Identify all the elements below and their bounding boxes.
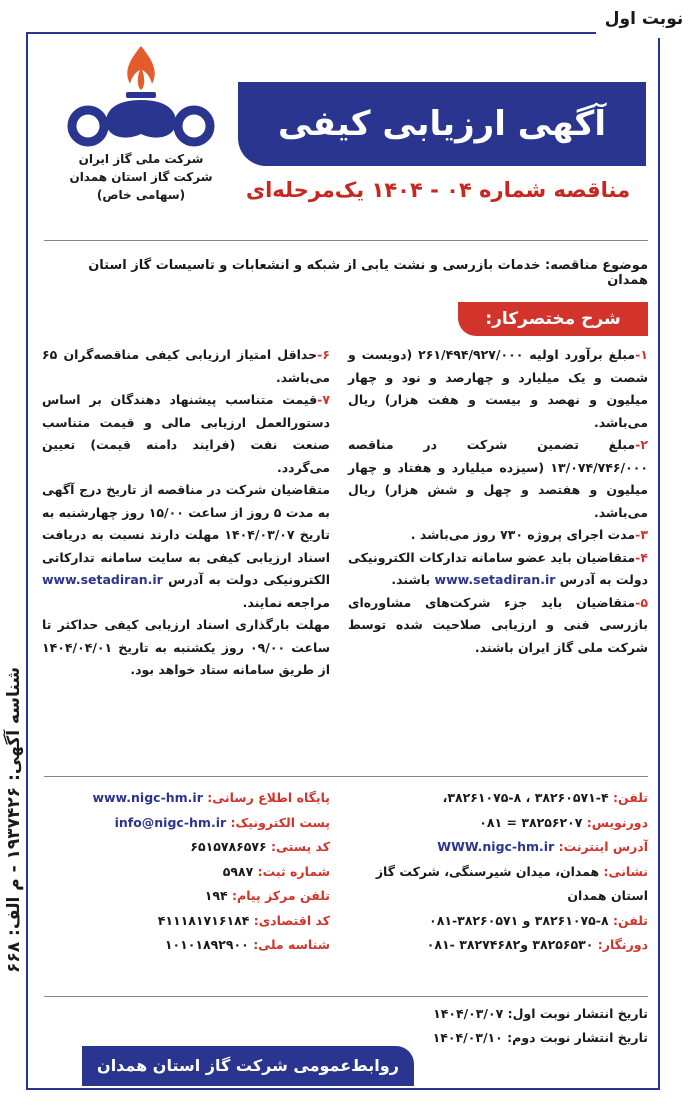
contact-row: آدرس اینترنت: WWW.nigc-hm.ir: [437, 839, 648, 854]
contact-row: دورنگار: ۳۸۲۵۶۵۳۰ و۳۸۲۷۴۶۸۲ -۰۸۱: [426, 937, 648, 952]
contact-row: پایگاه اطلاع رسانی: www.nigc-hm.ir: [92, 790, 330, 805]
logo-caption-1: شرکت ملی گاز ایران: [78, 152, 204, 166]
logo-caption-2: شرکت گاز استان همدان: [69, 170, 213, 184]
contact-row: شناسه ملی: ۱۰۱۰۱۸۹۲۹۰۰: [164, 937, 330, 952]
contact-row: تلفن مرکز پیام: ۱۹۴: [204, 888, 330, 903]
side-ad-id-text: شناسه آگهی: ۱۹۳۷۴۲۶ - م الف: ۶۶۸: [4, 666, 24, 974]
list-item: ۶-حداقل امتیاز ارزیابی کیفی مناقصه‌گران ۶۵ می‌باشد.: [42, 347, 330, 385]
list-item: ۱-مبلغ برآورد اولیه ۲۶۱/۴۹۴/۹۲۷/۰۰۰ (دویست و شصت و یک میلیارد و چهارصد و نود و چهار میلیون و نهصد و بیست و هفت هزار) ریال می‌باشد.: [348, 347, 648, 430]
nigc-logo-icon: [66, 40, 216, 150]
list-item: ۳-مدت اجرای پروژه ۷۳۰ روز می‌باشد .: [410, 527, 648, 542]
divider: [44, 240, 648, 241]
contact-row: کد پستی: ۶۵۱۵۷۸۶۵۷۶: [190, 839, 330, 854]
left-column: [42, 344, 330, 682]
list-item: ۵-متقاضیان باید جزء شرکت‌های مشاوره‌ای بازرسی فنی و ارزیابی صلاحیت شده توسط شرکت ملی گاز ایران باشند.: [348, 594, 648, 655]
divider: [44, 996, 648, 997]
publish-dates: [348, 1002, 648, 1050]
list-item: ۲-مبلغ تضمین شرکت در مناقصه ۱۳/۰۷۴/۷۴۶/۰۰۰ (سیزده میلیارد و هفتاد و چهار میلیون و هفتصد و چهل و شش هزار) ریال می‌باشد.: [348, 437, 648, 520]
website-link[interactable]: WWW.nigc-hm.ir: [437, 839, 555, 854]
tender-subject: موضوع مناقصه: خدمات بازرسی و نشت یابی از شبکه و انشعابات و تاسیسات گاز استان همدان: [88, 258, 648, 288]
list-item: ۴-متقاضیان باید عضو سامانه تدارکات الکترونیکی دولت به آدرس www.setadiran.ir باشند.: [348, 549, 648, 587]
public-relations-footer: روابط‌عمومی شرکت گاز استان همدان: [82, 1046, 414, 1086]
summary-label: شرح مختصرکار:: [458, 302, 648, 336]
contact-row: پست الکترونیک: info@nigc-hm.ir: [114, 814, 330, 830]
setadiran-link[interactable]: www.setadiran.ir: [434, 572, 556, 587]
portal-link[interactable]: www.nigc-hm.ir: [92, 790, 203, 805]
title-banner: آگهی ارزیابی کیفی: [238, 82, 646, 166]
list-item: ۷-قیمت متناسب پیشنهاد دهندگان بر اساس دستورالعمل ارزیابی مالی و قیمت متناسب صنعت نفت (فرایند دامنه قیمت) تعیین می‌گردد.: [42, 392, 330, 475]
contact-row: تلفن: ۸-۳۸۲۶۱۰۷۵ و ۳۸۲۶۰۵۷۱-۰۸۱: [429, 912, 648, 928]
right-column: [348, 344, 648, 659]
turn-label: نوبت اول: [596, 0, 692, 38]
divider: [44, 776, 648, 777]
list-item: متقاضیان شرکت در مناقصه از تاریخ درج آگهی به مدت ۵ روز از ساعت ۱۵/۰۰ روز چهارشنبه به تاریخ ۱۴۰۴/۰۳/۰۷ مهلت دارند نسبت به دریافت اسناد ارزیابی کیفی به سایت سامانه تدارکاتی الکترونیکی دولت به آدرس www.setadiran.ir مراجعه نمایند.: [42, 482, 330, 610]
contact-row: تلفن: ۴-۳۸۲۶۰۵۷۱ ، ۸-۳۸۲۶۱۰۷۵،: [442, 790, 648, 805]
publish-date-first: تاریخ انتشار نوبت اول: ۱۴۰۴/۰۳/۰۷: [433, 1006, 648, 1021]
list-item: مهلت بارگذاری اسناد ارزیابی کیفی حداکثر تا ساعت ۰۹/۰۰ روز یکشنبه به تاریخ ۱۴۰۴/۰۴/۰۱ از طریق سامانه ستاد خواهد بود.: [42, 617, 330, 677]
contact-row: دورنویس: ۳۸۲۵۶۲۰۷ = ۰۸۱: [479, 814, 648, 830]
publish-date-second: تاریخ انتشار نوبت دوم: ۱۴۰۴/۰۳/۱۰: [432, 1030, 648, 1045]
tender-subtitle: مناقصه شماره ۰۴ - ۱۴۰۴ یک‌مرحله‌ای: [245, 178, 631, 202]
contact-info-right: [348, 786, 648, 958]
logo-caption-3: (سهامی خاص): [96, 188, 186, 202]
contact-info-left: [40, 786, 330, 958]
side-ad-id: [0, 630, 28, 1010]
contact-row: کد اقتصادی: ۴۱۱۱۸۱۷۱۶۱۸۴: [157, 912, 330, 928]
contact-row: نشانی: همدان، میدان شیرسنگی، شرکت گاز استان همدان: [375, 863, 648, 903]
setadiran-link[interactable]: www.setadiran.ir: [42, 572, 163, 587]
contact-row: شماره ثبت: ۵۹۸۷: [222, 863, 330, 879]
company-logo: [56, 40, 226, 230]
email-link[interactable]: info@nigc-hm.ir: [114, 814, 227, 830]
